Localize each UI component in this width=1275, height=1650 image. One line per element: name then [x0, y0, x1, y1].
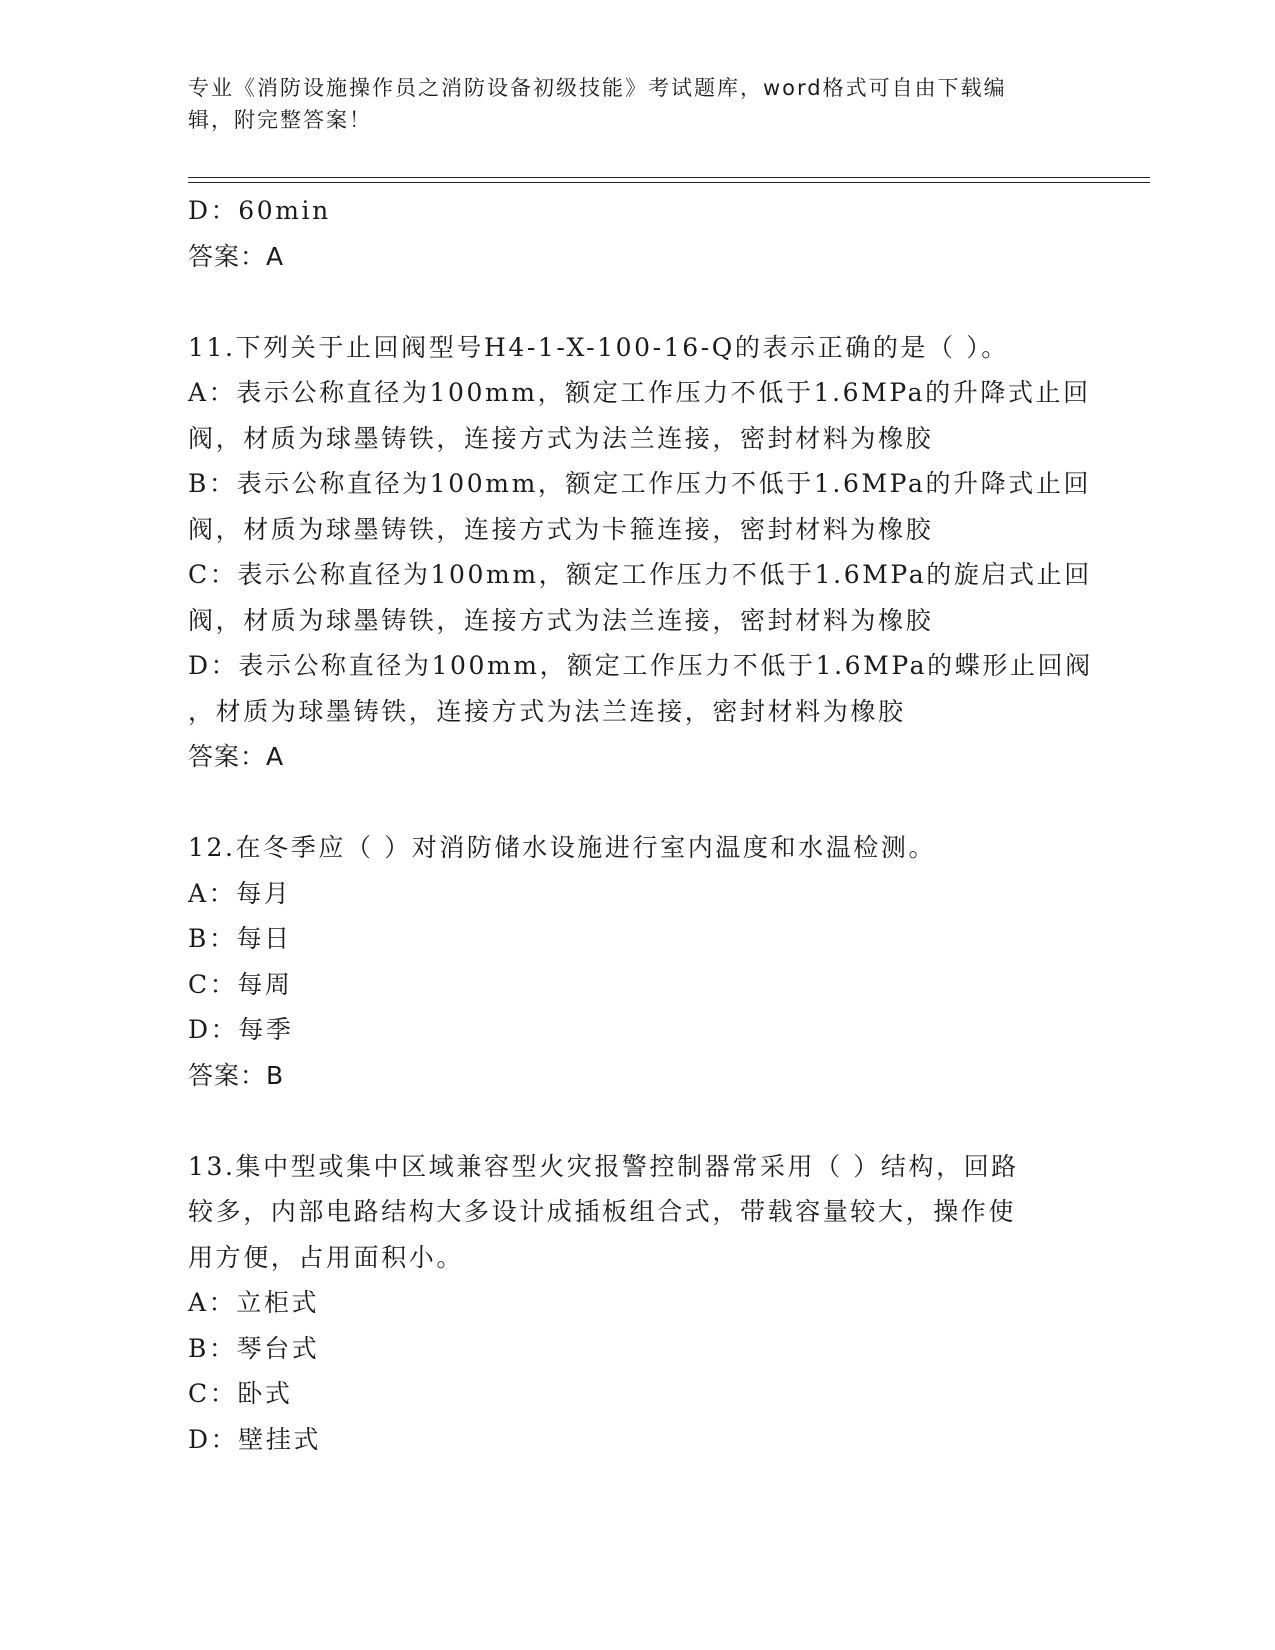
- question-12-option-b: B：每日: [188, 924, 292, 953]
- question-12-answer: 答案：B: [188, 1060, 285, 1090]
- question-11-option-b-line-1: B：表示公称直径为100mm，额定工作压力不低于1.6MPa的升降式止回: [188, 469, 1092, 498]
- question-13-stem-line-3: 用方便，占用面积小。: [188, 1242, 465, 1272]
- prev-option-d: D：60min: [188, 196, 331, 225]
- question-13-option-b: B：琴台式: [188, 1333, 320, 1363]
- question-12-option-c: C：每周: [188, 969, 293, 999]
- question-11-answer: 答案：A: [188, 742, 285, 771]
- spacer: [188, 1098, 1088, 1144]
- spacer: [188, 279, 1088, 325]
- question-11-option-d-line-1: D：表示公称直径为100mm，额定工作压力不低于1.6MPa的蝶形止回阀: [188, 651, 1093, 680]
- question-11-option-c-line-1: C：表示公称直径为100mm，额定工作压力不低于1.6MPa的旋启式止回: [188, 560, 1092, 589]
- question-content: [188, 188, 1093, 1462]
- question-11-stem: 11.下列关于止回阀型号H4-1-X-100-16-Q的表示正确的是（ ）。: [188, 332, 1009, 362]
- question-12-option-d: D：每季: [188, 1015, 294, 1044]
- question-11: [188, 325, 1093, 780]
- question-11-option-b-line-2: 阀，材质为球墨铸铁，连接方式为卡箍连接，密封材料为橡胶: [188, 514, 934, 544]
- header-divider-top: [188, 177, 1150, 178]
- prev-answer: 答案：A: [188, 241, 285, 271]
- header-line-1: 专业《消防设施操作员之消防设备初级技能》考试题库，word格式可自由下载编: [188, 76, 1007, 100]
- question-13-stem-line-2: 较多，内部电路结构大多设计成插板组合式，带载容量较大，操作使: [188, 1197, 1017, 1226]
- header-line-2: 辑，附完整答案！: [188, 108, 372, 132]
- question-11-option-a-line-2: 阀，材质为球墨铸铁，连接方式为法兰连接，密封材料为橡胶: [188, 423, 934, 453]
- question-13-option-c: C：卧式: [188, 1379, 293, 1408]
- question-11-option-a-line-1: A：表示公称直径为100mm，额定工作压力不低于1.6MPa的升降式止回: [188, 378, 1091, 407]
- question-11-option-d-line-2: ，材质为球墨铸铁，连接方式为法兰连接，密封材料为橡胶: [188, 696, 906, 726]
- header-divider-bottom: [188, 182, 1150, 183]
- question-13: [188, 1144, 1088, 1463]
- document-header: [188, 72, 1068, 136]
- question-12-stem: 12.在冬季应（ ）对消防储水设施进行室内温度和水温检测。: [188, 833, 937, 862]
- question-12-option-a: A：每月: [188, 878, 292, 908]
- question-13-stem-line-1: 13.集中型或集中区域兼容型火灾报警控制器常采用（ ）结构，回路: [188, 1151, 1019, 1181]
- question-11-option-c-line-2: 阀，材质为球墨铸铁，连接方式为法兰连接，密封材料为橡胶: [188, 605, 934, 635]
- question-13-option-a: A：立柜式: [188, 1288, 320, 1317]
- question-12: [188, 825, 1088, 1098]
- spacer: [188, 780, 1088, 826]
- question-13-option-d: D：壁挂式: [188, 1424, 322, 1454]
